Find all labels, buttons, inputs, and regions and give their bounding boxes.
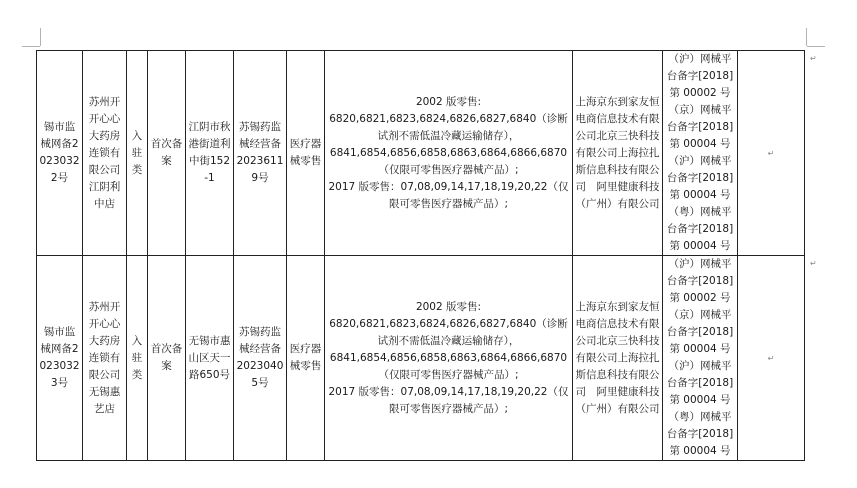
license-cell: 苏锡药监械经营备20236119号 <box>234 51 287 256</box>
crop-mark-right-horizontal <box>807 46 825 47</box>
platform-filing-cell: （沪）网械平台备字[2018]第 00002 号（京）网械平台备字[2018]第 00004 号（沪）网械平台备字[2018]第 00004 号（粤）网械平台备字[2018]第 00004 号 <box>663 51 738 256</box>
row-end-mark: ↵ <box>810 54 817 63</box>
platform-cell: 上海京东到家友恒电商信息技术有限公司北京三快科技有限公司上海拉扎斯信息科技有限公司 阿里健康科技（广州）有限公司 <box>573 256 663 461</box>
scope-line: 6820,6821,6823,6824,6826,6827,6840（诊断试剂不需低温冷藏运输储存）， <box>329 112 568 142</box>
cell-end-mark: ↵ <box>767 353 775 363</box>
business-scope-cell <box>325 51 573 256</box>
license-cell: 苏锡药监械经营备20230405号 <box>234 256 287 461</box>
crop-mark-right-vertical <box>806 28 807 46</box>
business-scope-cell <box>325 256 573 461</box>
company-cell: 苏州开开心心大药房连锁有限公司无锡惠艺店 <box>83 256 127 461</box>
record-number-cell: 锡市监械网备20230322号 <box>37 51 83 256</box>
scope-line: 6820,6821,6823,6824,6826,6827,6840（诊断试剂不需低温冷藏运输储存）， <box>329 317 568 347</box>
scope-line: 2017 版零售：07,08,09,14,17,18,19,20,22（仅限可零售医疗器械产品）; <box>328 180 569 210</box>
device-type-cell: 医疗器械零售 <box>287 51 325 256</box>
platform-filing-cell: （沪）网械平台备字[2018]第 00002 号（京）网械平台备字[2018]第 00004 号（沪）网械平台备字[2018]第 00004 号（粤）网械平台备字[2018]第 00004 号 <box>663 256 738 461</box>
filing-type-cell: 首次备案 <box>148 51 186 256</box>
device-type-cell: 医疗器械零售 <box>287 256 325 461</box>
scope-heading: 2002 版零售: <box>415 95 482 108</box>
address-cell: 江阴市秋港街道利中街152-1 <box>186 51 234 256</box>
cell-end-mark: ↵ <box>767 148 775 158</box>
address-cell: 无锡市惠山区天一路650号 <box>186 256 234 461</box>
company-cell: 苏州开开心心大药房连锁有限公司江阴利中店 <box>83 51 127 256</box>
crop-mark-left-vertical <box>40 28 41 46</box>
category-cell: 入驻类 <box>127 51 148 256</box>
filing-table <box>36 50 805 461</box>
row-end-mark: ↵ <box>810 259 817 268</box>
category-cell: 入驻类 <box>127 256 148 461</box>
table-row <box>37 256 805 461</box>
platform-cell: 上海京东到家友恒电商信息技术有限公司北京三快科技有限公司上海拉扎斯信息科技有限公司 阿里健康科技（广州）有限公司 <box>573 51 663 256</box>
filing-type-cell: 首次备案 <box>148 256 186 461</box>
crop-mark-left-horizontal <box>22 46 40 47</box>
scope-heading: 2002 版零售: <box>415 300 482 313</box>
remark-cell <box>738 51 805 256</box>
remark-cell <box>738 256 805 461</box>
table-row <box>37 51 805 256</box>
scope-line: 2017 版零售：07,08,09,14,17,18,19,20,22（仅限可零售医疗器械产品）; <box>328 385 569 415</box>
record-number-cell: 锡市监械网备20230323号 <box>37 256 83 461</box>
scope-line: 6841,6854,6856,6858,6863,6864,6866,6870（仅限可零售医疗器械产品）; <box>329 351 568 381</box>
scope-line: 6841,6854,6856,6858,6863,6864,6866,6870（仅限可零售医疗器械产品）; <box>329 146 568 176</box>
